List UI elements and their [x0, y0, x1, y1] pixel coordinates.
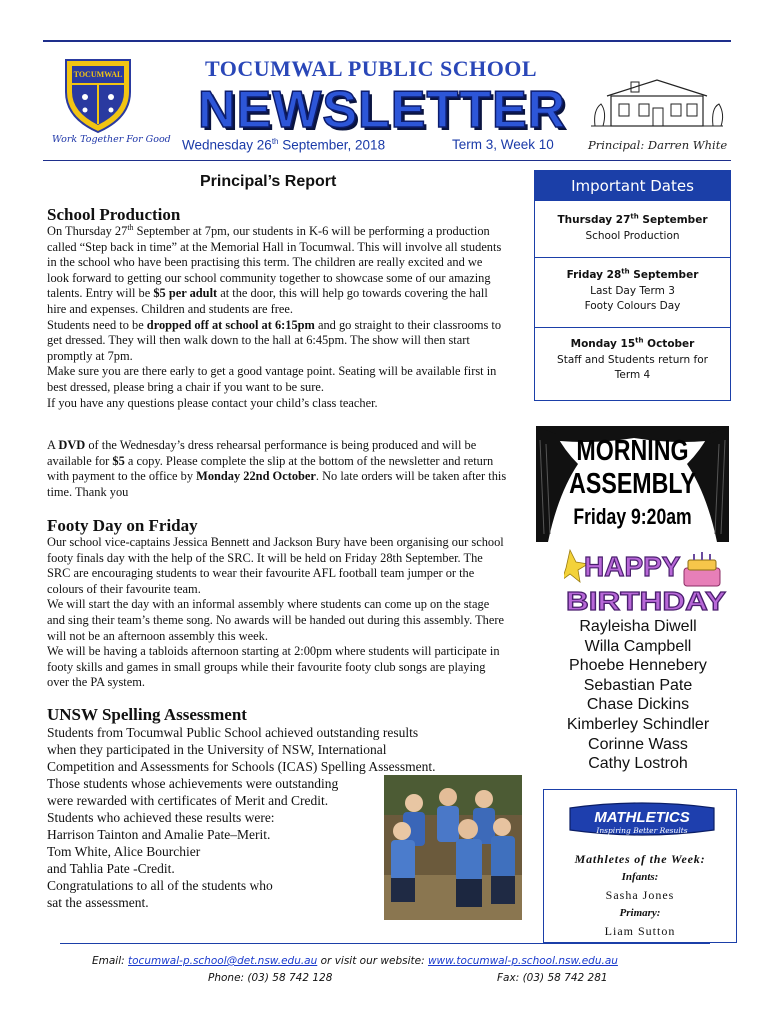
principals-report-heading: Principal’s Report [200, 173, 337, 190]
important-dates-title: Important Dates [535, 171, 730, 201]
email-link[interactable]: tocumwal-p.school@det.nsw.edu.au [128, 955, 318, 967]
footer-phone: Phone: (03) 58 742 128 [208, 972, 333, 984]
birthday-name: Phoebe Hennebery [569, 657, 707, 675]
date-item-line: Term 4 [614, 369, 651, 381]
production-paragraph-4: If you have any questions please contact your child’s class teacher. [47, 395, 378, 410]
unsw-line: Students from Tocumwal Public School achieved outstanding results [47, 725, 419, 740]
footy-day-heading: Footy Day on Friday [47, 516, 198, 535]
date-item-line: Last Day Term 3 [590, 284, 675, 297]
happy-birthday-graphic [564, 546, 729, 618]
mathletics-winners [544, 850, 736, 940]
mathletics-panel [543, 789, 737, 943]
birthday-name: Sebastian Pate [583, 676, 693, 694]
footy-paragraph-1: Our school vice-captains Jessica Bennett and Jackson Bury have been organising our school footy finals day with the help of the SRC. It will be held on Friday 28th September. The SRC are encouraging students to wear their favourite AFL football team jumper or the colours of their favourite team. [47, 535, 504, 596]
unsw-line: sat the assessment. [47, 895, 149, 910]
production-paragraph-3: Make sure you are there early to get a good vantage point. Seating will be available first in best dressed, please bring a chair if you want to be sure. [47, 364, 497, 394]
school-motto: Work Together For Good [52, 134, 171, 145]
date-item-date: Thursday 27th September [557, 212, 708, 226]
primary-winner: Liam Sutton [604, 924, 676, 938]
dvd-paragraph: A DVD of the Wednesday’s dress rehearsal performance is being produced and will be available for $5 a copy. Please complete the slip at the bottom of the newsletter and return with payment to the office by Monday 22nd October. No late orders will be taken after this time. Thank you [47, 438, 507, 499]
happy-text: HAPPY [584, 551, 681, 582]
mathletics-logo-text: MATHLETICS [594, 809, 690, 826]
footy-paragraph-3: We will be having a tabloids afternoon starting at 2:00pm where students will participate in footy skills and games in small groups while their favourite footy club songs are playing over the PA system. [47, 644, 500, 690]
students-photo [384, 775, 522, 920]
unsw-line: Competition and Assessments for Schools (ICAS) Spelling Assessment. [47, 759, 436, 774]
birthday-text: BIRTHDAY [566, 586, 726, 616]
date-item [535, 268, 730, 315]
date-item-line: School Production [585, 229, 680, 242]
unsw-spelling-heading: UNSW Spelling Assessment [47, 705, 247, 724]
date-separator [535, 257, 730, 258]
header-rule [43, 160, 731, 161]
mathletes-heading: Mathletes of the Week: [574, 852, 706, 866]
primary-label: Primary: [619, 907, 661, 919]
unsw-line: when they participated in the University of NSW, International [47, 742, 387, 757]
date-item-line: Staff and Students return for [557, 353, 708, 366]
unsw-line: Those students whose achievements were outstanding [47, 776, 339, 791]
birthday-name: Cathy Lostroh [588, 755, 688, 773]
newsletter-title: NEWSLETTER [198, 81, 567, 139]
school-production-heading: School Production [47, 205, 181, 224]
date-item [535, 337, 730, 384]
date-item-date: Monday 15th October [570, 336, 695, 350]
birthday-names-list [545, 617, 731, 774]
assembly-time: Friday 9:20am [573, 504, 692, 529]
production-paragraph-2: Students need to be dropped off at school at 6:15pm and go straight to their classrooms to get dressed. They will then walk down to the hall at 6:45pm. The show will then start promptly at 7pm. [47, 317, 502, 363]
issue-date: Wednesday 26th September, 2018 [182, 137, 386, 153]
infants-label: Infants: [621, 871, 659, 883]
unsw-line: Harrison Tainton and Amalie Pate–Merit. [47, 827, 271, 842]
birthday-name: Willa Campbell [584, 637, 692, 655]
principal-name: Principal: Darren White [588, 138, 728, 152]
production-paragraph-1: On Thursday 27th September at 7pm, our students in K-6 will be performing a production called “Step back in time” at the Memorial Hall in Tocumwal. This will involve all students in the school who have been practising this term. The children are really excited and we look forward to getting our school community together to showcase some of our amazing talents. Entry will be $5 per adult at the door, this will help go towards covering the hall hire and expenses. Children and students are free. [47, 222, 502, 316]
date-item [535, 213, 730, 244]
top-rule [43, 40, 731, 42]
term-week: Term 3, Week 10 [452, 137, 554, 152]
school-building-illustration [587, 74, 727, 132]
important-dates-panel [534, 170, 731, 401]
unsw-line: Students who achieved these results were: [47, 810, 275, 825]
date-item-date: Friday 28th September [566, 267, 699, 281]
footy-paragraph-2: We will start the day with an informal assembly where students can come up on the stage and sing their team’s theme song. No awards will be handed out during this assembly. There will not be an afternoon assembly this week. [47, 597, 504, 643]
website-link[interactable]: www.tocumwal-p.school.nsw.edu.au [427, 955, 618, 967]
unsw-line: Tom White, Alice Bourchier [47, 844, 201, 859]
date-separator [535, 327, 730, 328]
unsw-line: Congratulations to all of the students who [47, 878, 273, 893]
assembly-line-2: ASSEMBLY [569, 468, 696, 500]
date-item-line: Footy Colours Day [584, 300, 681, 312]
school-production-text [47, 224, 507, 411]
school-name: TOCUMWAL PUBLIC SCHOOL [205, 56, 538, 81]
school-crest-logo [58, 54, 138, 134]
footer-rule [60, 943, 710, 944]
unsw-line: were rewarded with certificates of Merit and Credit. [47, 793, 329, 808]
assembly-line-1: MORNING [576, 435, 689, 467]
infants-winner: Sasha Jones [605, 888, 675, 902]
birthday-name: Kimberley Schindler [566, 715, 710, 733]
footy-day-text [47, 535, 509, 691]
footer-contact-line: Email: tocumwal-p.school@det.nsw.edu.au or visit our website: www.tocumwal-p.school.nsw.edu.au [92, 955, 618, 967]
crest-text: TOCUMWAL [73, 70, 123, 79]
birthday-name: Corinne Wass [588, 735, 688, 753]
morning-assembly-banner [534, 424, 731, 544]
footer-fax: Fax: (03) 58 742 281 [497, 972, 608, 984]
birthday-name: Chase Dickins [586, 696, 690, 714]
birthday-name: Rayleisha Diwell [579, 618, 697, 635]
mathletics-logo [564, 800, 720, 844]
unsw-line: and Tahlia Pate -Credit. [47, 861, 175, 876]
mathletics-tagline: Inspiring Better Results [596, 826, 688, 835]
